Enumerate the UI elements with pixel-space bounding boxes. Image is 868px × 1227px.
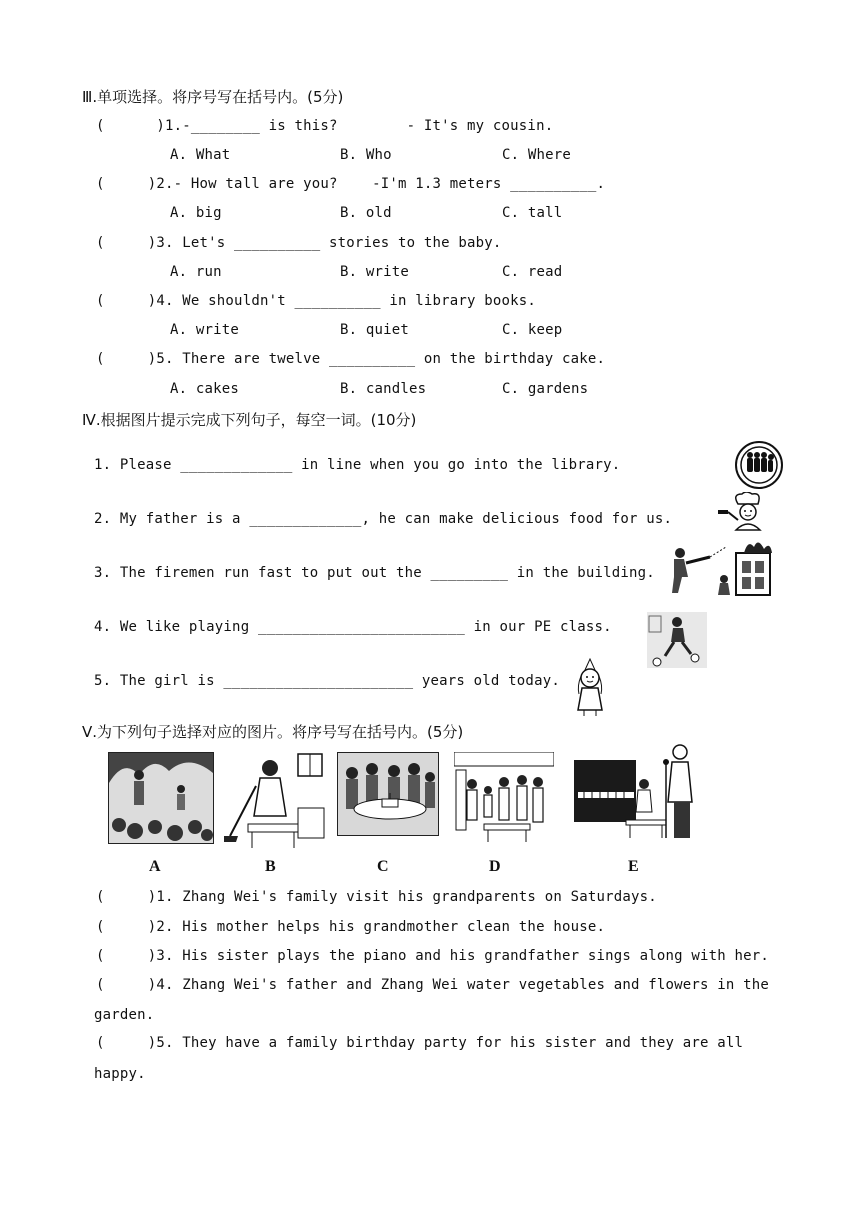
fill-sentence-5: 5. The girl is ______________________ years old today. (94, 673, 560, 689)
match-sentence-2: ( )2. His mother helps his grandmother clean the house. (96, 919, 606, 935)
chef-icon (716, 492, 774, 532)
section3-heading: Ⅲ.单项选择。将序号写在括号内。(5分) (82, 88, 344, 106)
q2-stem: ( )2.- How tall are you? -I'm 1.3 meters __________. (96, 176, 606, 192)
picture-label-a: A (149, 858, 161, 875)
birthday-girl-icon (572, 658, 608, 718)
q3-option-c: C. read (502, 264, 563, 280)
q2-option-a: A. big (170, 205, 222, 221)
q1-option-c: C. Where (502, 147, 572, 163)
match-sentence-5-cont: happy. (94, 1066, 146, 1082)
picture-label-e: E (628, 858, 639, 875)
q5-option-b: B. candles (340, 381, 427, 397)
family-visit-picture (454, 752, 554, 844)
picture-label-d: D (489, 858, 501, 875)
q3-stem: ( )3. Let's __________ stories to the baby. (96, 235, 502, 251)
firemen-icon (666, 535, 778, 599)
piano-singing-picture (574, 744, 700, 840)
section5-heading: Ⅴ.为下列句子选择对应的图片。将序号写在括号内。(5分) (82, 723, 464, 741)
fill-sentence-2: 2. My father is a _____________, he can make delicious food for us. (94, 511, 673, 527)
q4-option-a: A. write (170, 322, 240, 338)
q3-option-b: B. write (340, 264, 410, 280)
match-sentence-1: ( )1. Zhang Wei's family visit his grandparents on Saturdays. (96, 889, 657, 905)
picture-label-c: C (377, 858, 389, 875)
q4-option-b: B. quiet (340, 322, 410, 338)
fill-sentence-3: 3. The firemen run fast to put out the _________ in the building. (94, 565, 655, 581)
q1-option-b: B. Who (340, 147, 392, 163)
section4-heading: Ⅳ.根据图片提示完成下列句子，每空一词。(10分) (82, 411, 417, 429)
q4-stem: ( )4. We shouldn't __________ in library books. (96, 293, 537, 309)
q2-option-b: B. old (340, 205, 392, 221)
q4-option-c: C. keep (502, 322, 563, 338)
fill-sentence-1: 1. Please _____________ in line when you go into the library. (94, 457, 621, 473)
q2-option-c: C. tall (502, 205, 563, 221)
match-sentence-5: ( )5. They have a family birthday party for his sister and they are all (96, 1035, 744, 1051)
birthday-party-picture (337, 752, 439, 836)
match-sentence-4: ( )4. Zhang Wei's father and Zhang Wei water vegetables and flowers in the (96, 977, 770, 993)
football-player-icon (647, 612, 707, 668)
q1-stem: ( )1.-________ is this? - It's my cousin. (96, 118, 554, 134)
q5-stem: ( )5. There are twelve __________ on the birthday cake. (96, 351, 606, 367)
cleaning-house-picture (222, 752, 326, 852)
fill-sentence-4: 4. We like playing ________________________ in our PE class. (94, 619, 612, 635)
match-sentence-4-cont: garden. (94, 1007, 155, 1023)
q5-option-a: A. cakes (170, 381, 240, 397)
q5-option-c: C. gardens (502, 381, 589, 397)
q1-option-a: A. What (170, 147, 231, 163)
picture-label-b: B (265, 858, 276, 875)
people-in-line-icon (734, 440, 784, 490)
match-sentence-3: ( )3. His sister plays the piano and his grandfather sings along with her. (96, 948, 770, 964)
garden-watering-picture (108, 752, 214, 844)
q3-option-a: A. run (170, 264, 222, 280)
